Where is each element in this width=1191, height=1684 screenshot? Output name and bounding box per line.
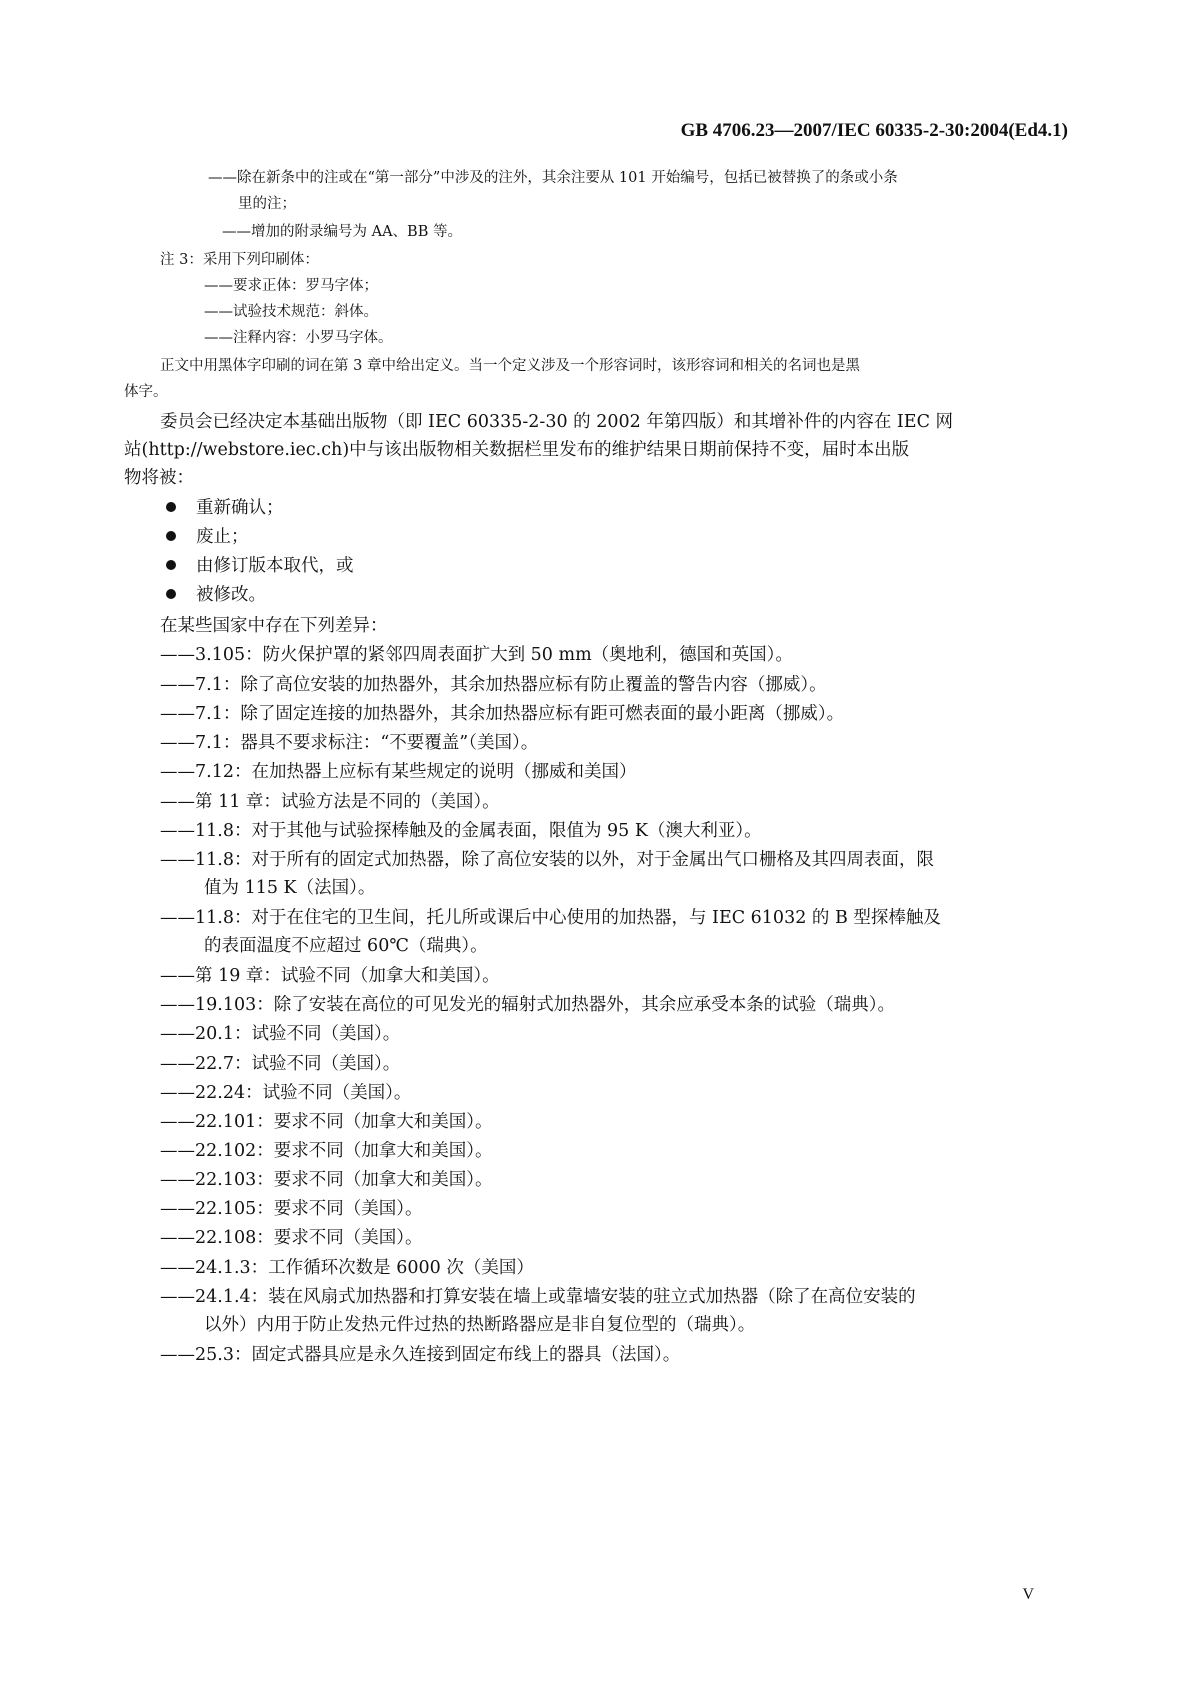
- difference-item: ——25.3：固定式器具应是永久连接到固定布线上的器具（法国）。: [160, 1345, 681, 1365]
- note3-item: ——注释内容：小罗马字体。: [204, 330, 393, 346]
- difference-item: ——22.103：要求不同（加拿大和美国）。: [160, 1170, 493, 1190]
- bold-terms-note-line: 正文中用黑体字印刷的词在第 3 章中给出定义。当一个定义涉及一个形容词时，该形容词和相关的名词也是黑: [160, 358, 860, 374]
- difference-item: ——24.1.4：装在风扇式加热器和打算安装在墙上或靠墙安装的驻立式加热器（除了在高位安装的: [160, 1287, 916, 1307]
- difference-item: ——24.1.3：工作循环次数是 6000 次（美国）: [160, 1258, 534, 1278]
- numbering-note-line: ——增加的附录编号为 AA、BB 等。: [222, 224, 462, 240]
- bullet-text: 废止；: [196, 527, 249, 547]
- note3-item: ——要求正体：罗马字体；: [204, 278, 378, 294]
- committee-paragraph-line: 物将被：: [124, 468, 194, 488]
- difference-item: ——20.1：试验不同（美国）。: [160, 1024, 401, 1044]
- committee-paragraph-line: 站(http://webstore.iec.ch)中与该出版物相关数据栏里发布的维护结果日期前保持不变，届时本出版: [124, 440, 910, 460]
- difference-item: ——22.108：要求不同（美国）。: [160, 1228, 423, 1248]
- difference-item: ——22.7：试验不同（美国）。: [160, 1054, 401, 1074]
- difference-item: ——22.105：要求不同（美国）。: [160, 1199, 423, 1219]
- difference-item: ——7.12：在加热器上应标有某些规定的说明（挪威和美国）: [160, 762, 637, 782]
- bullet-item: [166, 496, 284, 520]
- bullet-dot-icon: [166, 589, 176, 599]
- difference-item: ——7.1：除了固定连接的加热器外，其余加热器应标有距可燃表面的最小距离（挪威）。: [160, 704, 845, 724]
- difference-item: ——11.8：对于在住宅的卫生间，托儿所或课后中心使用的加热器，与 IEC 61032 的 B 型探棒触及: [160, 908, 941, 928]
- numbering-note-line: ——除在新条中的注或在“第一部分”中涉及的注外，其余注要从 101 开始编号，包括已被替换了的条或小条: [208, 170, 898, 186]
- bullet-dot-icon: [166, 502, 176, 512]
- bullet-dot-icon: [166, 531, 176, 541]
- bullet-dot-icon: [166, 560, 176, 570]
- difference-item: ——22.24：试验不同（美国）。: [160, 1083, 412, 1103]
- bullet-item: [166, 525, 249, 549]
- page-number: V: [1022, 1586, 1034, 1603]
- difference-item: ——22.102：要求不同（加拿大和美国）。: [160, 1141, 493, 1161]
- difference-item: ——22.101：要求不同（加拿大和美国）。: [160, 1112, 493, 1132]
- difference-item: ——7.1：除了高位安装的加热器外，其余加热器应标有防止覆盖的警告内容（挪威）。: [160, 675, 827, 695]
- difference-item: ——3.105：防火保护罩的紧邻四周表面扩大到 50 mm（奥地利，德国和英国）。: [160, 645, 793, 665]
- difference-item-continuation: 值为 115 K（法国）。: [204, 878, 376, 898]
- numbering-note-line: 里的注；: [238, 196, 296, 212]
- difference-item-continuation: 以外）内用于防止发热元件过热的热断路器应是非自复位型的（瑞典）。: [204, 1315, 756, 1335]
- difference-item: ——19.103：除了安装在高位的可见发光的辐射式加热器外，其余应承受本条的试验（瑞典）。: [160, 995, 895, 1015]
- note3-item: ——试验技术规范：斜体。: [204, 304, 378, 320]
- document-header: GB 4706.23—2007/IEC 60335-2-30:2004(Ed4.1): [680, 120, 1068, 141]
- difference-item-continuation: 的表面温度不应超过 60℃（瑞典）。: [204, 936, 488, 956]
- note3-label: 注 3：采用下列印刷体：: [160, 252, 319, 268]
- bullet-text: 被修改。: [196, 585, 266, 605]
- difference-item: ——11.8：对于所有的固定式加热器，除了高位安装的以外，对于金属出气口栅格及其四周表面，限: [160, 850, 934, 870]
- bullet-item: [166, 554, 354, 578]
- bullet-text: 由修订版本取代，或: [196, 556, 354, 576]
- committee-paragraph-line: 委员会已经决定本基础出版物（即 IEC 60335-2-30 的 2002 年第四版）和其增补件的内容在 IEC 网: [160, 412, 954, 432]
- difference-item: ——第 19 章：试验不同（加拿大和美国）。: [160, 966, 500, 986]
- difference-item: ——7.1：器具不要求标注：“不要覆盖”（美国）。: [160, 733, 539, 753]
- differences-intro: 在某些国家中存在下列差异：: [160, 616, 388, 636]
- bullet-text: 重新确认；: [196, 498, 284, 518]
- difference-item: ——11.8：对于其他与试验探棒触及的金属表面，限值为 95 K（澳大利亚）。: [160, 821, 762, 841]
- bullet-item: [166, 583, 266, 607]
- bold-terms-note-line: 体字。: [124, 384, 168, 400]
- difference-item: ——第 11 章：试验方法是不同的（美国）。: [160, 792, 500, 812]
